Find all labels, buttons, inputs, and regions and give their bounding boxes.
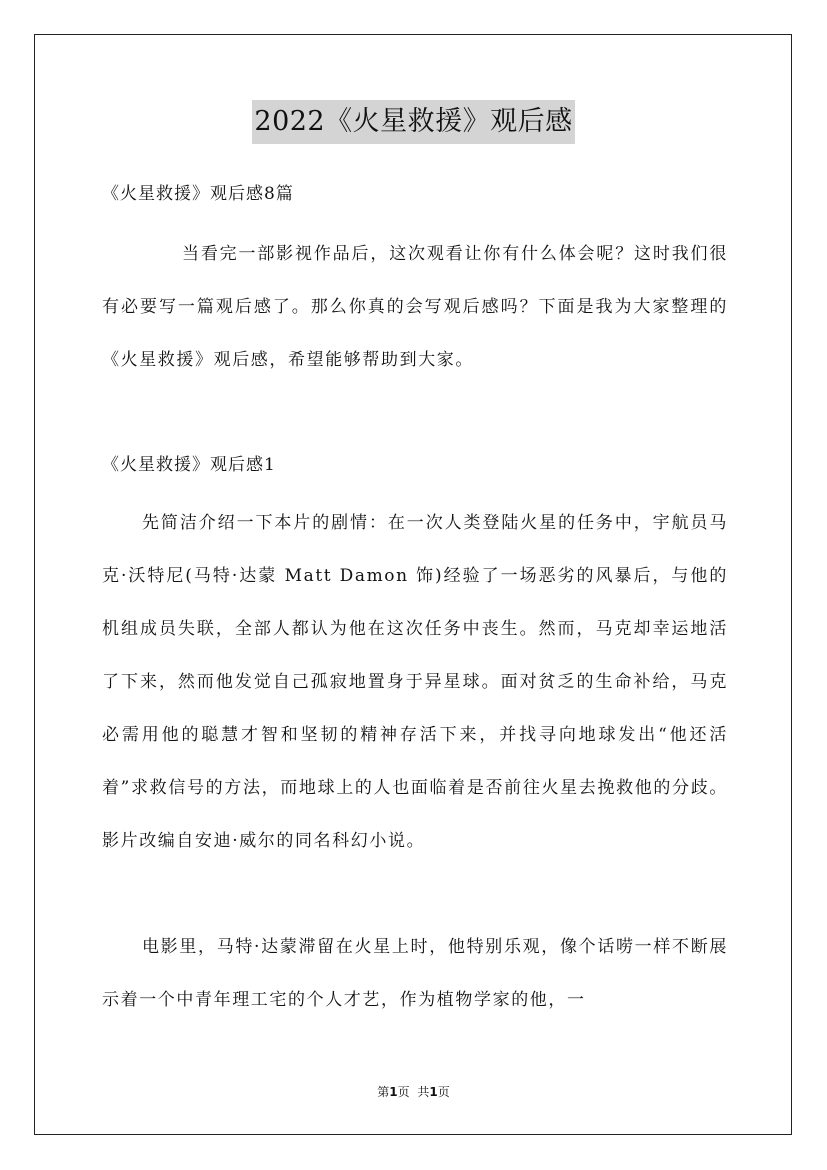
- total-prefix: 共: [417, 1085, 430, 1099]
- intro-paragraph: 当看完一部影视作品后，这次观看让你有什么体会呢？这时我们很有必要写一篇观后感了。那么你真的会写观后感吗？下面是我为大家整理的《火星救援》观后感，希望能够帮助到大家。: [102, 244, 728, 370]
- page-footer: [0, 1083, 827, 1101]
- section-heading: 《火星救援》观后感1: [102, 455, 276, 475]
- body-paragraph-1: 先简洁介绍一下本片的剧情：在一次人类登陆火星的任务中，宇航员马克·沃特尼(马特·达蒙 Matt Damon 饰)经验了一场恶劣的风暴后，与他的机组成员失联，全部人都认为他在这次任务中丧生。然而，马克却幸运地活了下来，然而他发觉自己孤寂地置身于异星球。面对贫乏的生命补给，马克必需用他的聪慧才智和坚韧的精神存活下来，并找寻向地球发出“他还活着”求救信号的方法，而地球上的人也面临着是否前往火星去挽救他的分歧。影片改编自安迪·威尔的同名科幻小说。: [102, 513, 728, 851]
- page-prefix: 第: [377, 1085, 390, 1099]
- body-paragraph-2: 电影里，马特·达蒙滞留在火星上时，他特别乐观，像个话唠一样不断展示着一个中青年理工宅的个人才艺，作为植物学家的他，一: [102, 937, 728, 1010]
- total-pages: 1: [429, 1085, 438, 1099]
- total-suffix: 页: [437, 1085, 450, 1099]
- document-title: 2022《火星救援》观后感: [252, 100, 574, 144]
- page-suffix: 页: [397, 1085, 410, 1099]
- title-wrapper: [0, 100, 827, 144]
- document-subtitle: 《火星救援》观后感8篇: [102, 184, 294, 204]
- page-number: 1: [389, 1085, 398, 1099]
